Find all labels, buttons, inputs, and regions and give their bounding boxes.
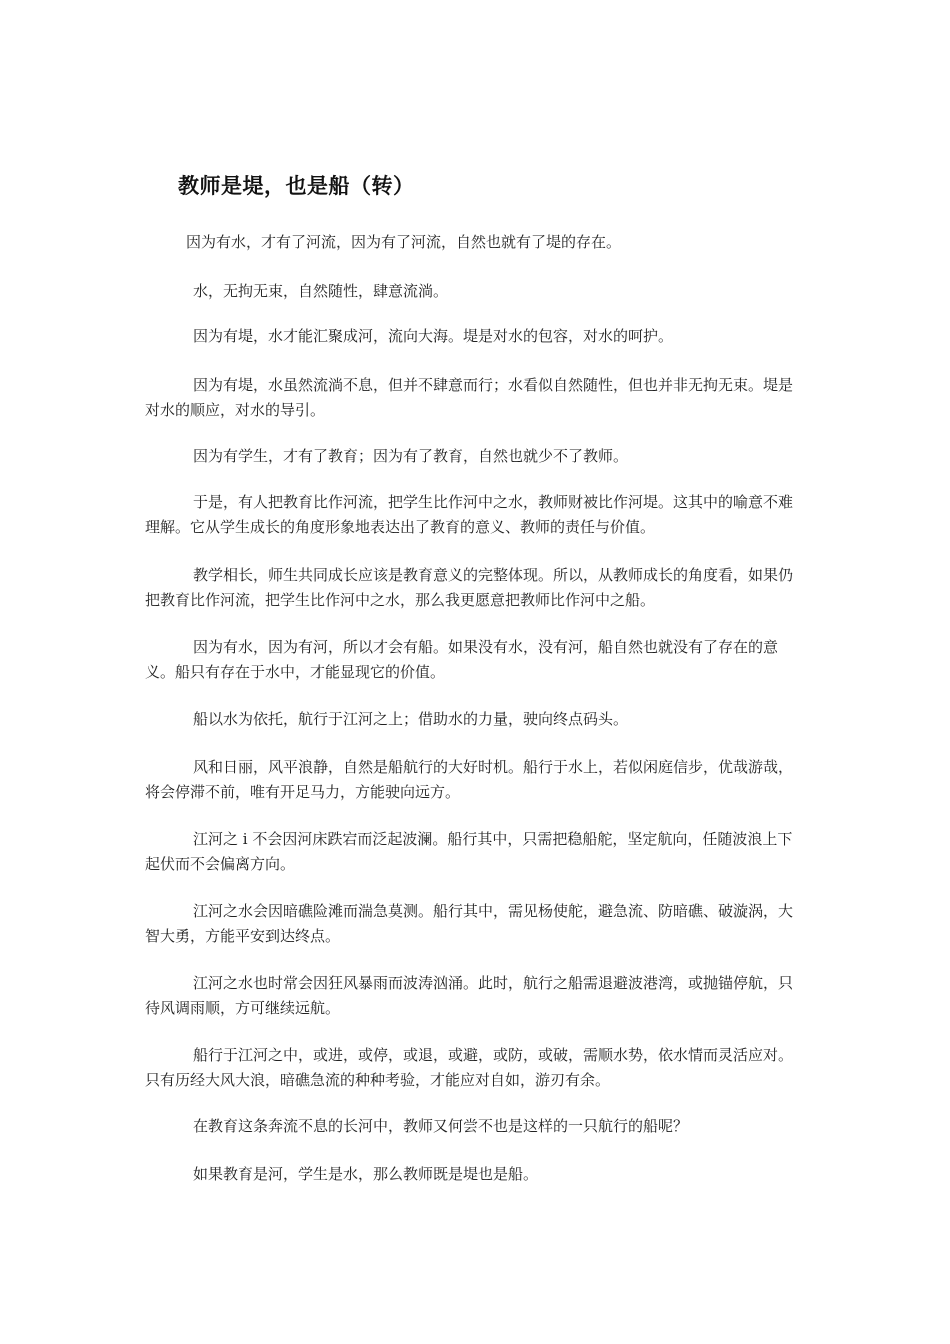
paragraph: 船行于江河之中，或进，或停，或退，或避，或防，或破，需顺水势，依水情而灵活应对。只有历经大风大浪，暗礁急流的种种考验，才能应对自如，游刃有余。 — [145, 1046, 794, 1089]
paragraph: 因为有堤，水虽然流淌不息，但并不肆意而行；水看似自然随性，但也并非无拘无束。堤是对水的顺应，对水的导引。 — [145, 376, 794, 419]
paragraph: 在教育这条奔流不息的长河中，教师又何尝不也是这样的一只航行的船呢？ — [193, 1117, 689, 1135]
document-title: 教师是堤，也是船（转） — [178, 174, 415, 198]
paragraph: 江河之水会因暗礁险滩而湍急莫测。船行其中，需见杨使舵，避急流、防暗礁、破漩涡，大智大勇，方能平安到达终点。 — [145, 902, 794, 945]
paragraph: 水，无拘无束，自然随性，肆意流淌。 — [193, 282, 449, 300]
paragraph: 风和日丽，风平浪静，自然是船航行的大好时机。船行于水上，若似闲庭信步，优哉游哉，将会停滞不前，唯有开足马力，方能驶向远方。 — [145, 758, 794, 801]
paragraph: 教学相长，师生共同成长应该是教育意义的完整体现。所以，从教师成长的角度看，如果仍把教育比作河流，把学生比作河中之水，那么我更愿意把教师比作河中之船。 — [145, 566, 794, 609]
paragraph: 江河之水也时常会因狂风暴雨而波涛汹涌。此时，航行之船需退避波港湾，或抛锚停航，只待风调雨顺，方可继续远航。 — [145, 974, 794, 1017]
paragraph: 船以水为依托，航行于江河之上；借助水的力量，驶向终点码头。 — [193, 710, 629, 728]
paragraph: 因为有水，因为有河，所以才会有船。如果没有水，没有河，船自然也就没有了存在的意义。船只有存在于水中，才能显现它的价值。 — [145, 638, 779, 681]
paragraph: 因为有学生，才有了教育；因为有了教育，自然也就少不了教师。 — [193, 447, 629, 465]
paragraph: 于是，有人把教育比作河流，把学生比作河中之水，教师财被比作河堤。这其中的喻意不难理解。它从学生成长的角度形象地表达出了教育的意义、教师的责任与价值。 — [145, 493, 794, 536]
paragraph: 因为有堤，水才能汇聚成河，流向大海。堤是对水的包容，对水的呵护。 — [193, 327, 674, 345]
paragraph: 江河之 i 不会因河床跌宕而泛起波澜。船行其中，只需把稳船舵，坚定航向，任随波浪上下起伏而不会偏离方向。 — [145, 830, 793, 873]
paragraph: 如果教育是河，学生是水，那么教师既是堤也是船。 — [193, 1165, 539, 1183]
paragraph: 因为有水，才有了河流，因为有了河流，自然也就有了堤的存在。 — [186, 233, 622, 251]
